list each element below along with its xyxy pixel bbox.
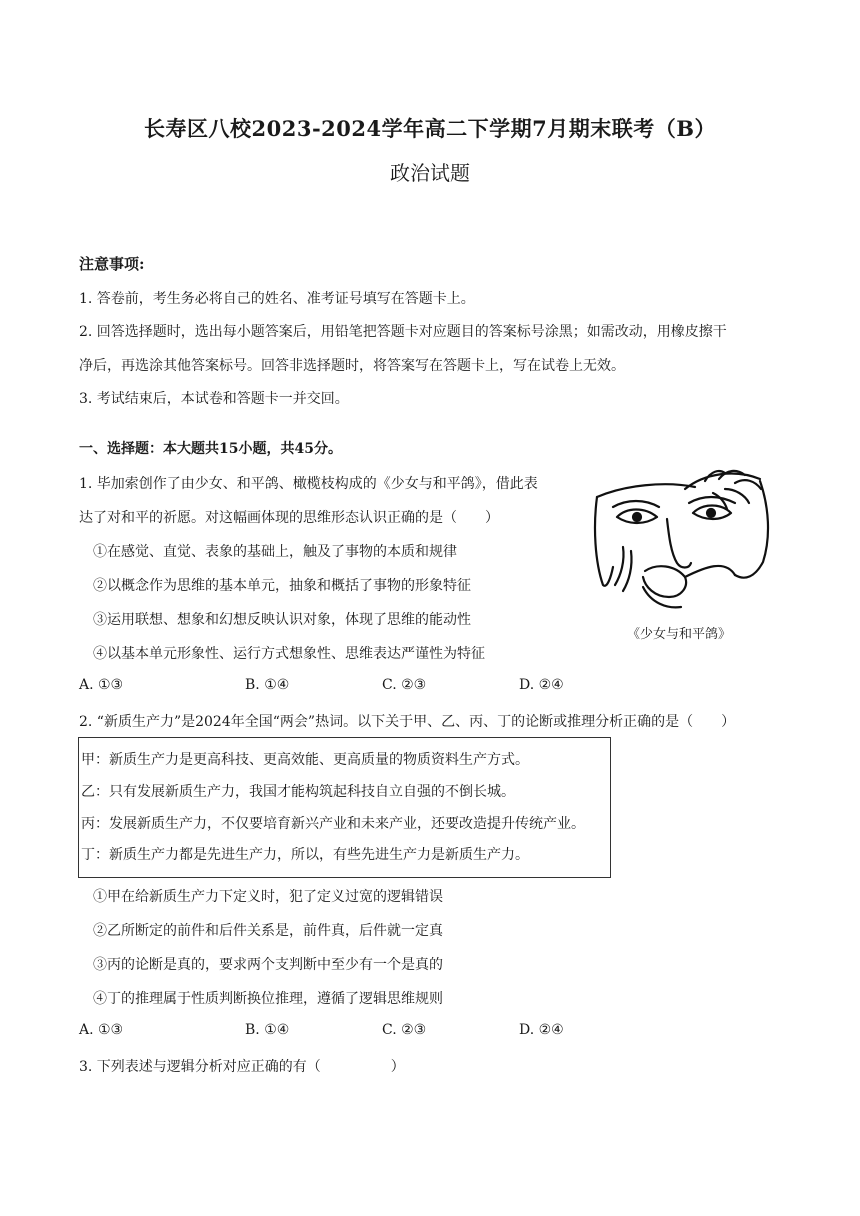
q1-choice-c: C. ②③ (382, 677, 427, 693)
q2-choice-a: A. ①③ (79, 1022, 124, 1038)
q2-stem: 2. “新质生产力”是2024年全国“两会”热词。以下关于甲、乙、丙、丁的论断或推理分析正确的是（ ） (79, 714, 736, 730)
notice-item-3: 3. 考试结束后，本试卷和答题卡一并交回。 (79, 391, 349, 407)
q2-option-3: ③丙的论断是真的，要求两个支判断中至少有一个是真的 (93, 957, 443, 973)
girl-and-dove-drawing (585, 467, 773, 619)
q2-choice-b: B. ①④ (245, 1022, 290, 1038)
q2-option-1: ①甲在给新质生产力下定义时，犯了定义过宽的逻辑错误 (93, 889, 443, 905)
q3-stem: 3. 下列表述与逻辑分析对应正确的有（ ） (79, 1059, 405, 1075)
q2-statement-ding: 丁：新质生产力都是先进生产力，所以，有些先进生产力是新质生产力。 (81, 847, 529, 863)
q2-choice-d: D. ②④ (519, 1022, 564, 1038)
q2-choice-c: C. ②③ (382, 1022, 427, 1038)
q1-choice-a: A. ①③ (79, 677, 124, 693)
q1-stem: 1. 毕加索创作了由少女、和平鸽、橄榄枝构成的《少女与和平鸽》，借此表 (79, 476, 538, 492)
section-heading: 一、选择题：本大题共15小题，共45分。 (79, 441, 342, 457)
q1-stem-continued: 达了对和平的祈愿。对这幅画体现的思维形态认识正确的是（ ） (79, 510, 499, 526)
q1-option-4: ④以基本单元形象性、运行方式想象性、思维表达严谨性为特征 (93, 646, 485, 662)
q2-statement-box (78, 737, 611, 878)
notice-item-1: 1. 答卷前，考生务必将自己的姓名、准考证号填写在答题卡上。 (79, 291, 475, 307)
page-title: 长寿区八校2023-2024学年高二下学期7月期末联考（B） (144, 116, 716, 141)
q2-statement-jia: 甲：新质生产力是更高科技、更高效能、更高质量的物质资料生产方式。 (81, 752, 529, 768)
notice-item-2: 2. 回答选择题时，选出每小题答案后，用铅笔把答题卡对应题目的答案标号涂黑；如需改动，用橡皮擦干 (79, 324, 727, 340)
q1-option-3: ③运用联想、想象和幻想反映认识对象，体现了思维的能动性 (93, 612, 471, 628)
notice-heading: 注意事项: (79, 255, 145, 273)
picasso-figure (585, 467, 773, 647)
notice-item-2-continued: 净后，再选涂其他答案标号。回答非选择题时，将答案写在答题卡上，写在试卷上无效。 (79, 358, 625, 374)
page-subtitle: 政治试题 (390, 161, 470, 185)
q1-option-1: ①在感觉、直觉、表象的基础上，触及了事物的本质和规律 (93, 544, 457, 560)
figure-caption: 《少女与和平鸽》 (626, 627, 731, 642)
q2-option-4: ④丁的推理属于性质判断换位推理，遵循了逻辑思维规则 (93, 991, 443, 1007)
q1-choice-b: B. ①④ (245, 677, 290, 693)
q1-option-2: ②以概念作为思维的基本单元，抽象和概括了事物的形象特征 (93, 578, 471, 594)
q2-statement-yi: 乙：只有发展新质生产力，我国才能构筑起科技自立自强的不倒长城。 (81, 784, 515, 800)
q1-choice-d: D. ②④ (519, 677, 564, 693)
q2-statement-bing: 丙：发展新质生产力，不仅要培育新兴产业和未来产业，还要改造提升传统产业。 (81, 816, 585, 832)
q2-option-2: ②乙所断定的前件和后件关系是，前件真，后件就一定真 (93, 923, 443, 939)
